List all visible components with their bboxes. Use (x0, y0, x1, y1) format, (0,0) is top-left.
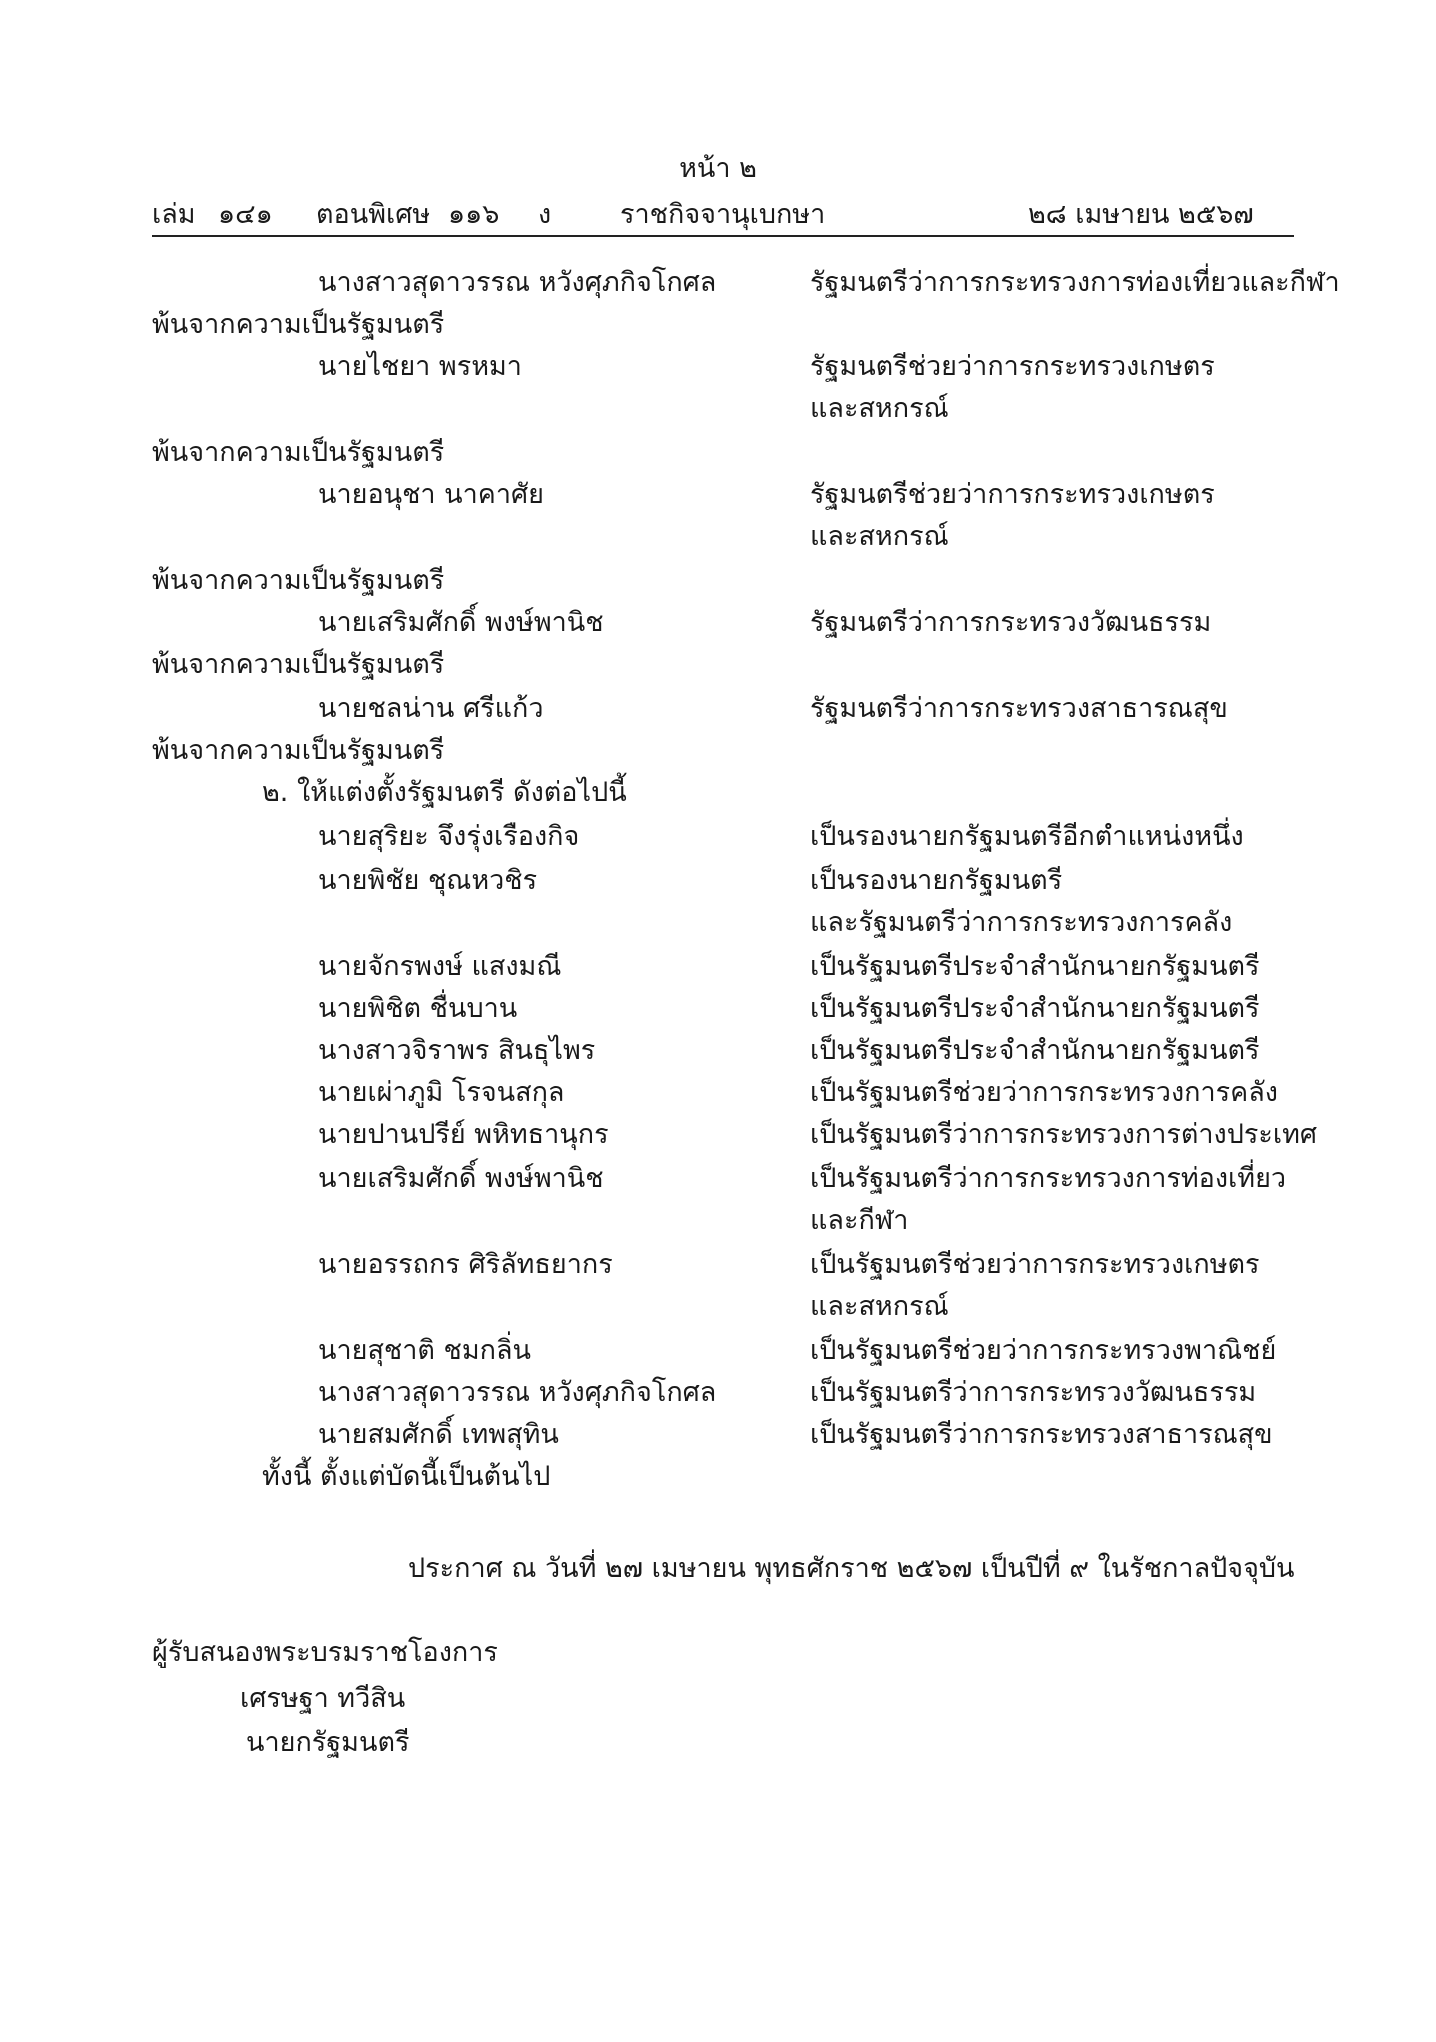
removed-entry (0, 602, 1436, 644)
removed-entry (0, 474, 1436, 516)
minister-position: รัฐมนตรีว่าการกระทรวงสาธารณสุข (810, 693, 1228, 724)
header-section-letter: ง (538, 199, 552, 230)
minister-name: นางสาวจิราพร สินธุไพร (318, 1035, 596, 1066)
appointed-entry (0, 1414, 1436, 1456)
minister-position: เป็นรัฐมนตรีช่วยว่าการกระทรวงการคลัง (810, 1077, 1278, 1108)
appointed-entry (0, 1030, 1436, 1072)
minister-position: เป็นรองนายกรัฐมนตรี (810, 865, 1063, 896)
removed-entry-continued (0, 388, 1436, 430)
minister-position-continued: และรัฐมนตรีว่าการกระทรวงการคลัง (810, 907, 1233, 938)
removed-note (0, 432, 1436, 474)
minister-name: นายเสริมศักดิ์ พงษ์พานิช (318, 1163, 604, 1194)
header-gazette-name: ราชกิจจานุเบกษา (620, 199, 826, 230)
minister-name: นายไชยา พรหมา (318, 351, 522, 382)
minister-position: รัฐมนตรีว่าการกระทรวงการท่องเที่ยวและกีฬา (810, 267, 1340, 298)
header-date: ๒๘ เมษายน ๒๕๖๗ (1028, 199, 1254, 230)
minister-name: นายเผ่าภูมิ โรจนสกุล (318, 1077, 565, 1108)
appointed-entry-continued (0, 1200, 1436, 1242)
minister-position: เป็นรัฐมนตรีช่วยว่าการกระทรวงพาณิชย์ (810, 1335, 1277, 1366)
minister-name: นายจักรพงษ์ แสงมณี (318, 951, 562, 982)
minister-position: รัฐมนตรีช่วยว่าการกระทรวงเกษตร (810, 479, 1215, 510)
minister-name: นายสมศักดิ์ เทพสุทิน (318, 1419, 559, 1450)
signatory-name: เศรษฐา ทวีสิน (240, 1683, 406, 1714)
removal-note: พ้นจากความเป็นรัฐมนตรี (152, 735, 445, 766)
minister-name: นายอนุชา นาคาศัย (318, 479, 544, 510)
appointed-entry (0, 946, 1436, 988)
appointed-entry (0, 1114, 1436, 1156)
appointed-entry (0, 1372, 1436, 1414)
minister-name: นางสาวสุดาวรรณ หวังศุภกิจโกศล (318, 1377, 717, 1408)
minister-name: นางสาวสุดาวรรณ หวังศุภกิจโกศล (318, 267, 717, 298)
removal-note: พ้นจากความเป็นรัฐมนตรี (152, 565, 445, 596)
minister-position-continued: และกีฬา (810, 1205, 909, 1236)
minister-position: เป็นรัฐมนตรีว่าการกระทรวงการต่างประเทศ (810, 1119, 1318, 1150)
header-volume: เล่ม (152, 199, 196, 230)
signatory-title: นายกรัฐมนตรี (246, 1727, 410, 1758)
removal-note: พ้นจากความเป็นรัฐมนตรี (152, 649, 445, 680)
minister-position: เป็นรัฐมนตรีว่าการกระทรวงการท่องเที่ยว (810, 1163, 1287, 1194)
minister-name: นายสุชาติ ชมกลิ่น (318, 1335, 531, 1366)
header-rule (152, 235, 1294, 237)
minister-name: นายปานปรีย์ พหิทธานุกร (318, 1119, 609, 1150)
section-title: ๒. ให้แต่งตั้งรัฐมนตรี ดังต่อไปนี้ (262, 777, 627, 808)
appointed-entry (0, 816, 1436, 858)
appointed-entry (0, 1072, 1436, 1114)
minister-name: นายพิชิต ชื่นบาน (318, 993, 518, 1024)
appointed-entry (0, 1244, 1436, 1286)
removal-note: พ้นจากความเป็นรัฐมนตรี (152, 437, 445, 468)
removed-note (0, 560, 1436, 602)
minister-position-continued: และสหกรณ์ (810, 393, 949, 424)
minister-position: รัฐมนตรีว่าการกระทรวงวัฒนธรรม (810, 607, 1212, 638)
minister-position-continued: และสหกรณ์ (810, 1291, 949, 1322)
removed-entry (0, 262, 1436, 304)
minister-name: นายพิชัย ชุณหวชิร (318, 865, 538, 896)
minister-position: เป็นรัฐมนตรีประจำสำนักนายกรัฐมนตรี (810, 993, 1260, 1024)
minister-position: เป็นรัฐมนตรีประจำสำนักนายกรัฐมนตรี (810, 951, 1260, 982)
minister-position: เป็นรัฐมนตรีว่าการกระทรวงวัฒนธรรม (810, 1377, 1257, 1408)
minister-position: รัฐมนตรีช่วยว่าการกระทรวงเกษตร (810, 351, 1215, 382)
effective-clause (0, 1456, 1436, 1498)
removed-note (0, 730, 1436, 772)
countersign-label: ผู้รับสนองพระบรมราชโองการ (152, 1637, 498, 1668)
minister-name: นายชลน่าน ศรีแก้ว (318, 693, 544, 724)
effective-text: ทั้งนี้ ตั้งแต่บัดนี้เป็นต้นไป (262, 1461, 551, 1492)
minister-position: เป็นรัฐมนตรีช่วยว่าการกระทรวงเกษตร (810, 1249, 1260, 1280)
removed-note (0, 304, 1436, 346)
removed-note (0, 644, 1436, 686)
minister-name: นายอรรถกร ศิริลัทธยากร (318, 1249, 613, 1280)
appointed-entry (0, 1330, 1436, 1372)
removal-note: พ้นจากความเป็นรัฐมนตรี (152, 309, 445, 340)
header-section: ตอนพิเศษ (316, 199, 431, 230)
minister-position: เป็นรัฐมนตรีว่าการกระทรวงสาธารณสุข (810, 1419, 1273, 1450)
removed-entry-continued (0, 516, 1436, 558)
appointed-entry (0, 860, 1436, 902)
minister-name: นายสุริยะ จึงรุ่งเรืองกิจ (318, 821, 580, 852)
minister-position: เป็นรัฐมนตรีประจำสำนักนายกรัฐมนตรี (810, 1035, 1260, 1066)
section-2-heading (0, 772, 1436, 814)
minister-name: นายเสริมศักดิ์ พงษ์พานิช (318, 607, 604, 638)
gazette-header (152, 192, 1292, 234)
appointed-entry-continued (0, 902, 1436, 944)
removed-entry (0, 346, 1436, 388)
removed-entry (0, 688, 1436, 730)
appointed-entry (0, 988, 1436, 1030)
appointed-entry-continued (0, 1286, 1436, 1328)
page-number: หน้า ๒ (679, 153, 757, 184)
header-volume-number: ๑๔๑ (218, 199, 273, 230)
minister-position: เป็นรองนายกรัฐมนตรีอีกตำแหน่งหนึ่ง (810, 821, 1244, 852)
appointed-entry (0, 1158, 1436, 1200)
minister-position-continued: และสหกรณ์ (810, 521, 949, 552)
header-section-number: ๑๑๖ (448, 199, 500, 230)
proclamation-date: ประกาศ ณ วันที่ ๒๗ เมษายน พุทธศักราช ๒๕๖๗ เป็นปีที่ ๙ ในรัชกาลปัจจุบัน (408, 1553, 1295, 1584)
